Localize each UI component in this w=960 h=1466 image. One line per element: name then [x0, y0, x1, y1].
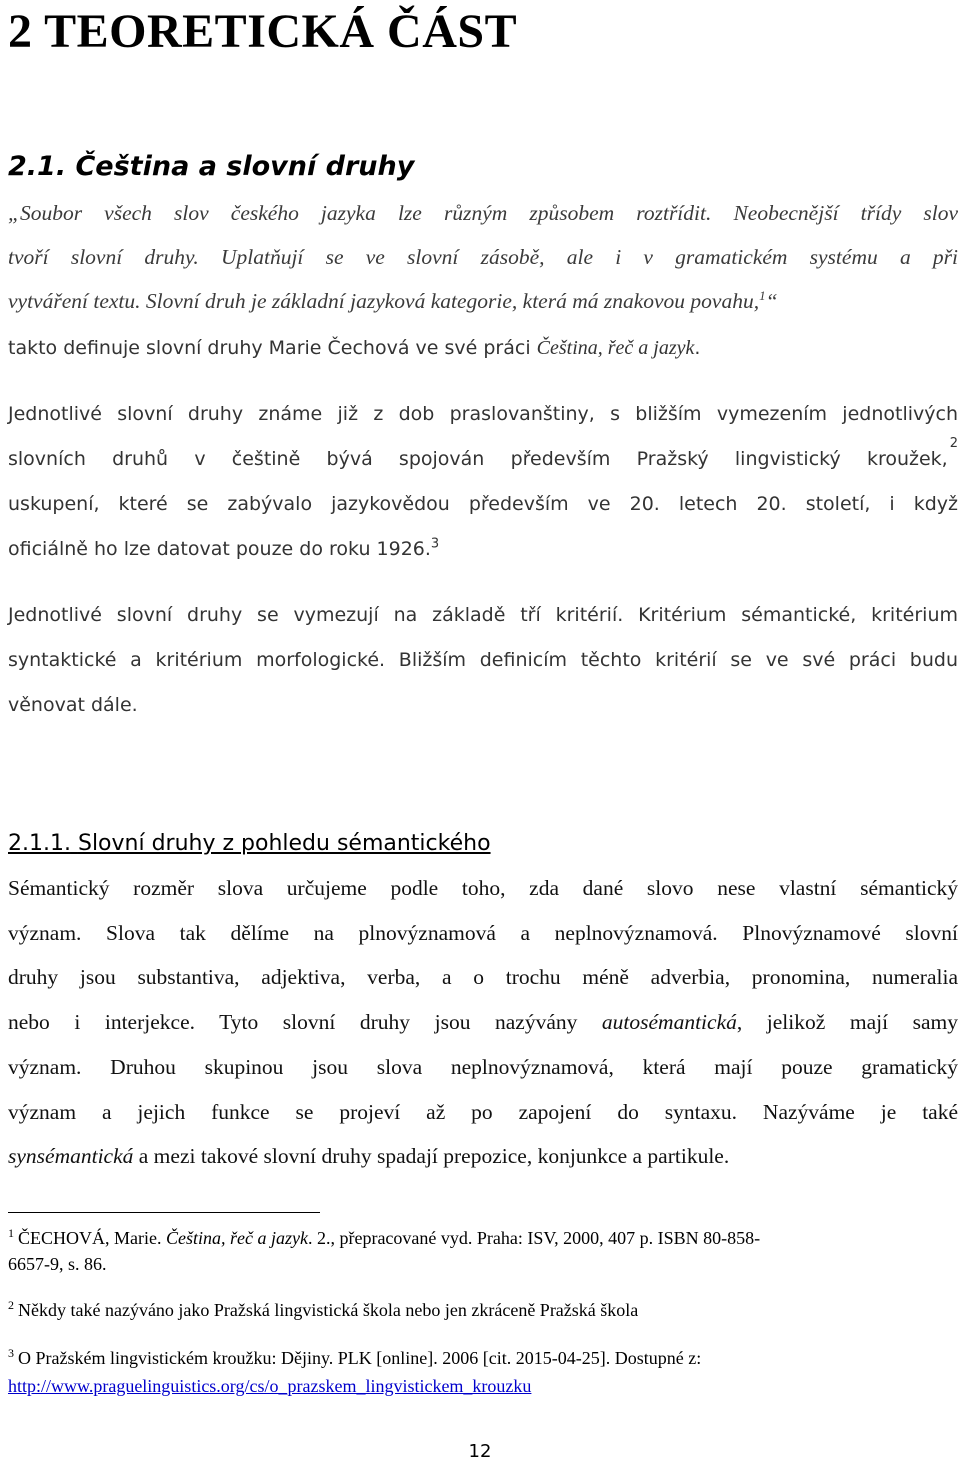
section-title: Slovní druhy z pohledu sémantického: [77, 831, 491, 856]
semantic-line-4-b: , jelikož mají samy: [736, 1010, 958, 1034]
footnote-1-title: Čeština, řeč a jazyk: [165, 1228, 308, 1248]
footnote-1-details: . 2., přepracované vyd. Praha: ISV, 2000, 407 p. ISBN 80-858-: [307, 1228, 761, 1248]
section-heading-2-1: 2.1. Čeština a slovní druhy: [8, 151, 415, 182]
footnote-ref-2[interactable]: 2: [949, 436, 958, 451]
footnote-3-text: O Pražském lingvistickém kroužku: Dějiny. PLK [online]. 2006 [cit. 2015-04-25]. Dostupné z:: [18, 1348, 702, 1368]
footnote-1: [8, 1225, 958, 1251]
para2-line-1: Jednotlivé slovní druhy známe již z dob praslovanštiny, s bližším vymezením jednotlivých: [8, 403, 958, 425]
footnote-ref-3[interactable]: 3: [430, 536, 440, 552]
attribution-period: .: [694, 337, 701, 359]
work-title: Čeština, řeč a jazyk: [536, 337, 695, 359]
quote-line-3: [8, 286, 958, 316]
footnote-3-link-line: [8, 1373, 958, 1399]
attribution-text: takto definuje slovní druhy Marie Čechová ve své práci: [8, 337, 537, 359]
quote-line-2: tvoří slovní druhy. Uplatňují se ve slovní zásobě, ale i v gramatickém systému a při: [8, 245, 958, 269]
footnote-2-text: Někdy také nazýváno jako Pražská lingvistická škola nebo jen zkráceně Pražská škola: [18, 1300, 639, 1320]
quote-line-1: „Soubor všech slov českého jazyka lze různým způsobem roztřídit. Neobecnější třídy slov: [8, 201, 958, 225]
semantic-line-7: [8, 1141, 958, 1171]
footnote-1-cont: 6657-9, s. 86.: [8, 1254, 107, 1274]
para3-line-3: věnovat dále.: [8, 694, 138, 716]
footnote-1-number: 1: [8, 1226, 14, 1240]
footnote-3: [8, 1345, 958, 1371]
semantic-line-2: význam. Slova tak dělíme na plnovýznamová a neplnovýznamová. Plnovýznamové slovní: [8, 921, 958, 945]
para2-line-2: [8, 436, 958, 474]
para2-line-2-text: slovních druhů v češtině bývá spojován především Pražský lingvistický kroužek,: [8, 448, 948, 470]
semantic-line-3: druhy jsou substantiva, adjektiva, verba, a o trochu méně adverbia, pronomina, numeralia: [8, 965, 958, 989]
semantic-line-4-a: nebo i interjekce. Tyto slovní druhy jsou nazývány: [8, 1010, 602, 1034]
term-synsemanticka: synsémantická: [8, 1144, 134, 1168]
page-number: 12: [468, 1441, 492, 1462]
footnote-separator: [8, 1212, 320, 1213]
footnote-3-number: 3: [8, 1346, 14, 1360]
para2-line-4-text: oficiálně ho lze datovat pouze do roku 1926.: [8, 538, 431, 560]
chapter-heading: 2 TEORETICKÁ ČÁST: [8, 5, 518, 58]
quote-line-3-text: vytváření textu. Slovní druh je základní jazyková kategorie, která má znakovou povahu,: [8, 289, 760, 313]
semantic-line-1: Sémantický rozměr slova určujeme podle toho, zda dané slovo nese vlastní sémantický: [8, 876, 958, 900]
para2-line-3: uskupení, které se zabývalo jazykovědou především ve 20. letech 20. století, i když: [8, 493, 958, 515]
footnote-ref-1[interactable]: 1: [759, 287, 766, 303]
semantic-line-4: [8, 1007, 958, 1037]
semantic-line-5: význam. Druhou skupinou jsou slova neplnovýznamová, která mají pouze gramatický: [8, 1055, 958, 1079]
footnote-2-number: 2: [8, 1298, 14, 1312]
section-number: 2.1.1.: [8, 831, 71, 856]
closing-quote: “: [765, 289, 778, 313]
semantic-line-6: význam a jejich funkce se projeví až po zapojení do syntaxu. Nazýváme je také: [8, 1100, 958, 1124]
para2-line-4: [8, 534, 958, 564]
quote-attribution: [8, 333, 958, 363]
footnote-1-author: ČECHOVÁ, Marie.: [18, 1228, 166, 1248]
para3-line-1: Jednotlivé slovní druhy se vymezují na základě tří kritérií. Kritérium sémantické, kritérium: [8, 604, 958, 626]
section-heading-2-1-1: [8, 828, 491, 860]
term-autosemanticka: autosémantická: [601, 1010, 737, 1034]
semantic-line-7-text: a mezi takové slovní druhy spadají prepozice, konjunkce a partikule.: [133, 1144, 730, 1168]
footnote-2: [8, 1297, 958, 1323]
footnote-3-link[interactable]: http://www.praguelinguistics.org/cs/o_prazskem_lingvistickem_krouzku: [8, 1376, 532, 1396]
para3-line-2: syntaktické a kritérium morfologické. Bližším definicím těchto kritérií se ve své práci budu: [8, 649, 958, 671]
